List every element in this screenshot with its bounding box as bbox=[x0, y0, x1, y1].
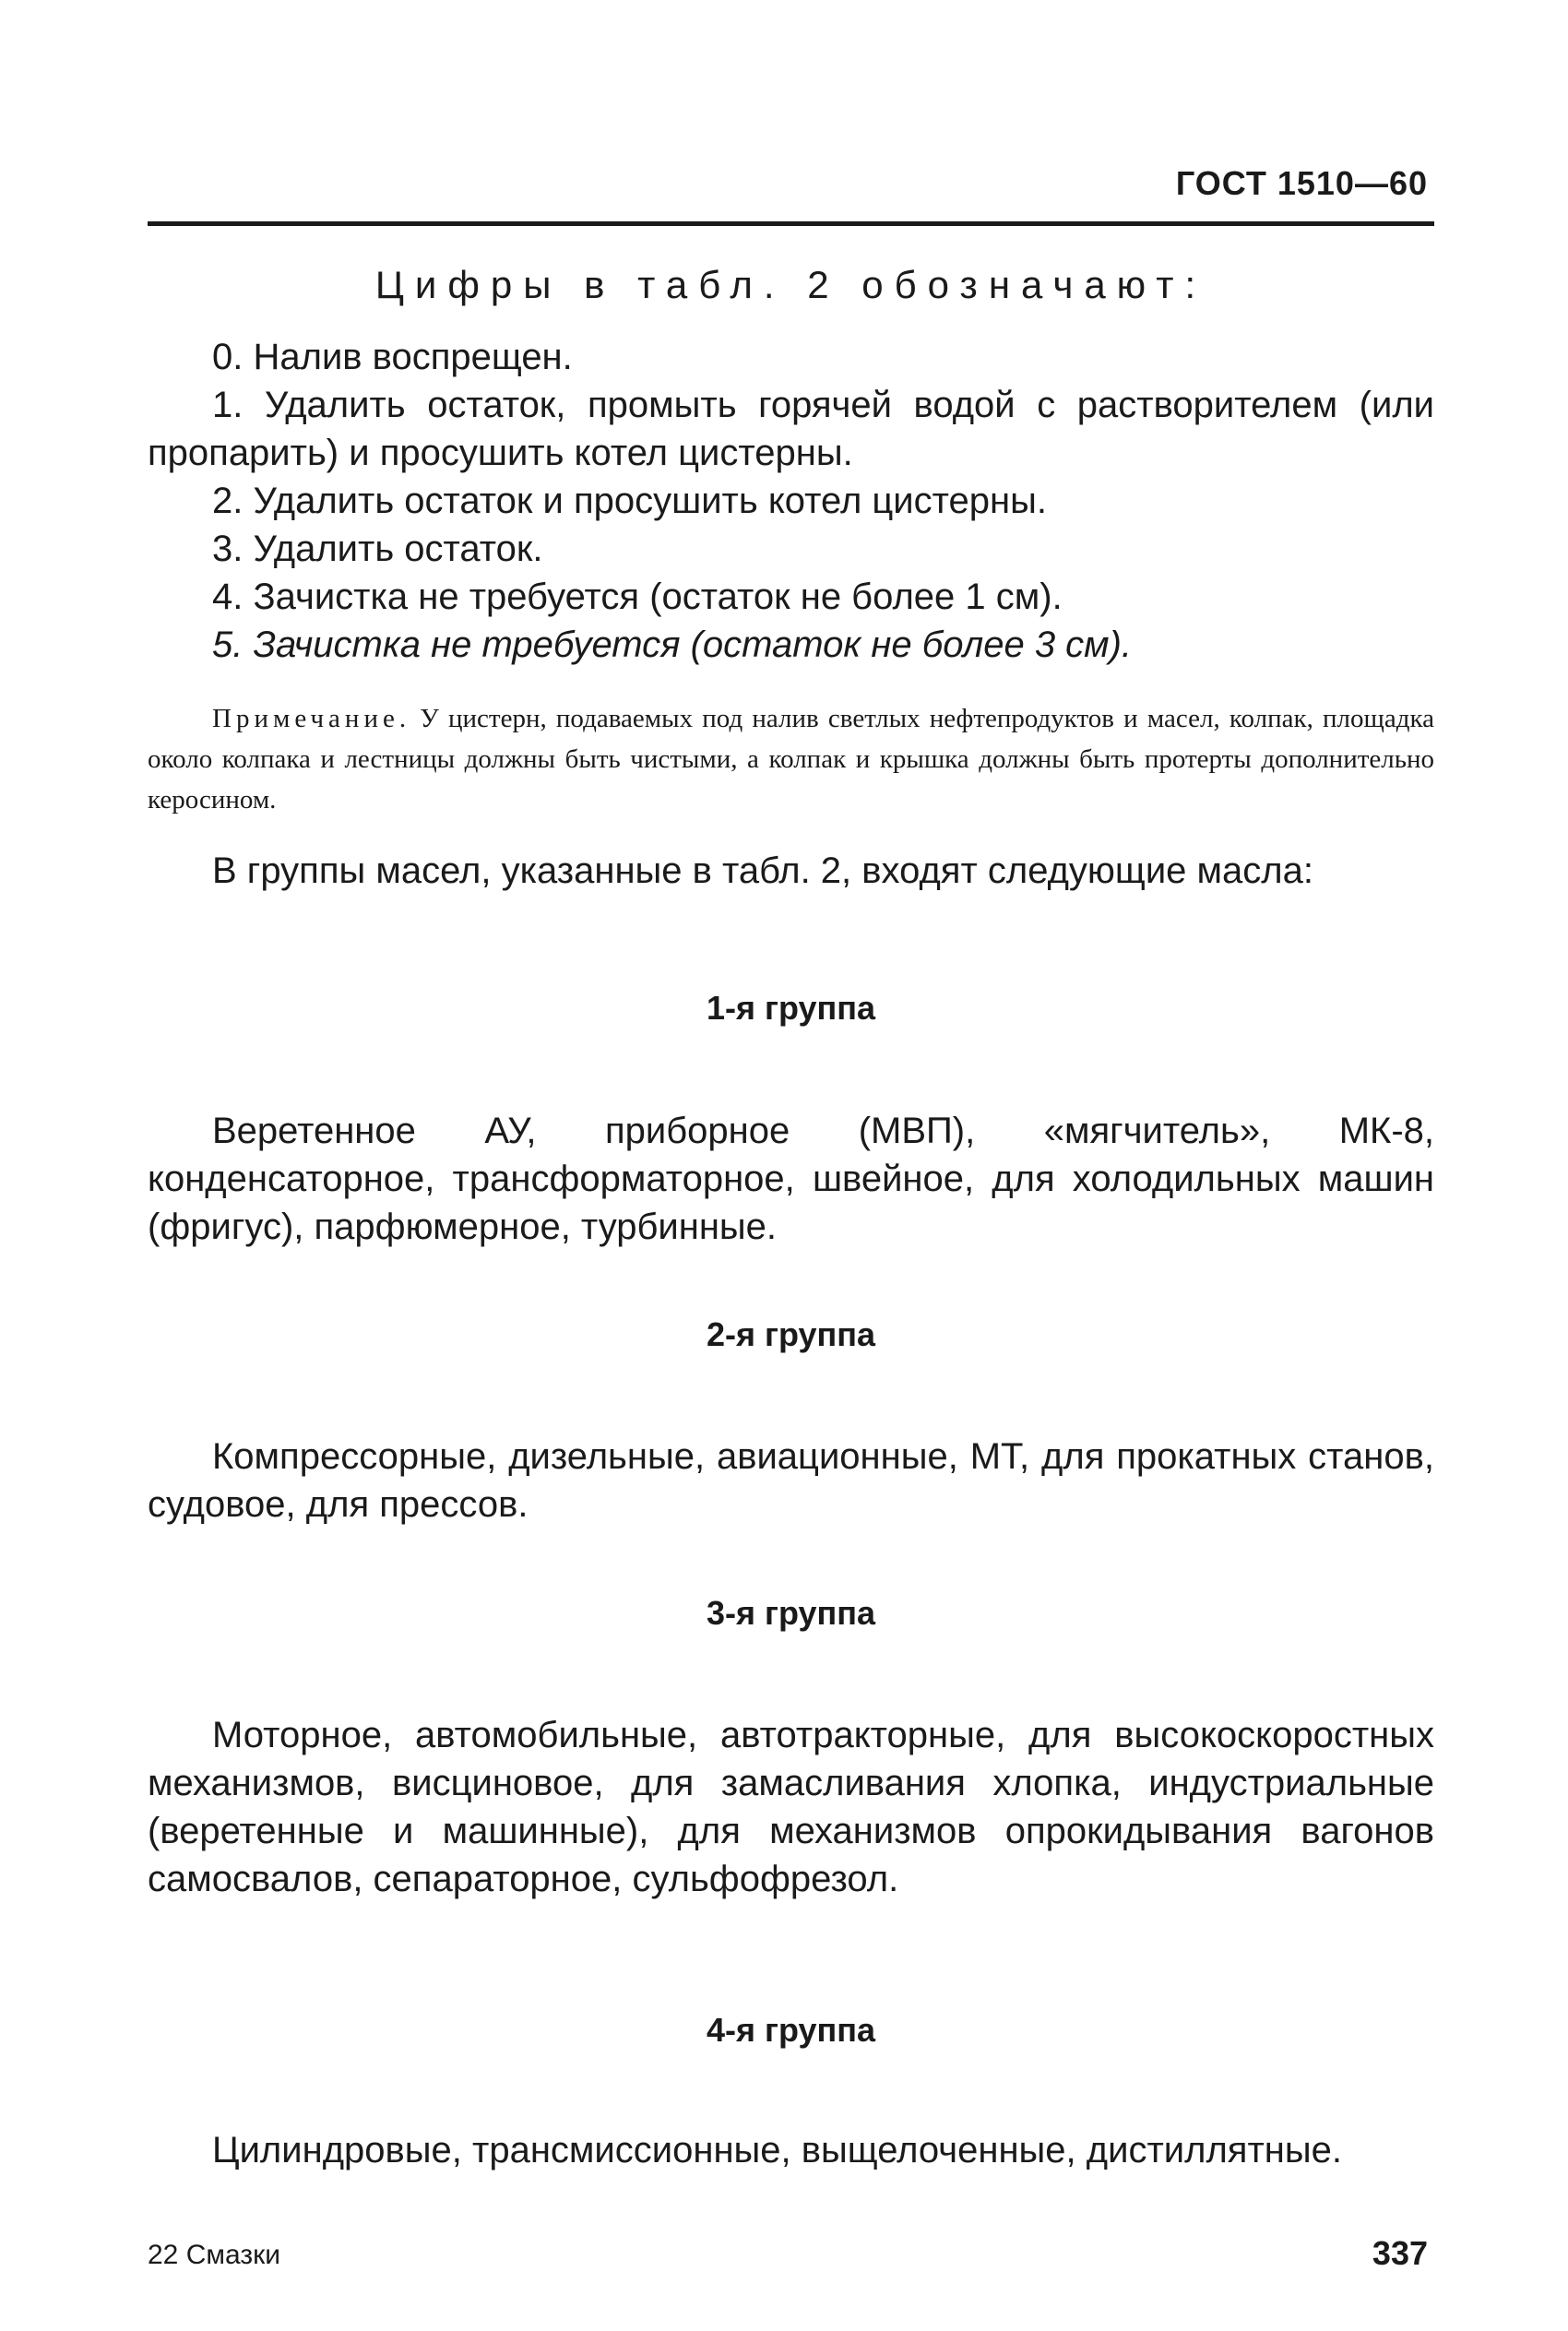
legend-item-2: 2. Удалить остаток и просушить котел цистерны. bbox=[212, 481, 1047, 521]
legend-item-4: 4. Зачистка не требуется (остаток не более 1 см). bbox=[212, 577, 1063, 617]
note-label: Примечание. bbox=[212, 704, 411, 733]
page-number: 337 bbox=[1372, 2234, 1428, 2272]
group-heading-2: 2-я группа bbox=[706, 1315, 876, 1353]
group-text-1: Веретенное АУ, приборное (МВП), «мягчитель», МК-8, конденсаторное, трансформаторное, швейное, для холодильных машин (фригус), парфюмерное, турбинные. bbox=[148, 1111, 1434, 1247]
standard-code: ГОСТ 1510—60 bbox=[1175, 164, 1428, 202]
group-heading-1: 1-я группа bbox=[706, 989, 876, 1027]
legend-title: Цифры в табл. 2 обозначают: bbox=[374, 263, 1207, 306]
header-rule bbox=[148, 221, 1434, 226]
legend-item-5: 5. Зачистка не требуется (остаток не более 3 см). bbox=[212, 624, 1133, 665]
note-text: У цистерн, подаваемых под налив светлых нефтепродуктов и масел, колпак, площадка около колпака и лестницы должны быть чистыми, а колпак и крышка должны быть протерты дополнительно керосином. bbox=[148, 704, 1434, 815]
groups-intro: В группы масел, указанные в табл. 2, входят следующие масла: bbox=[212, 850, 1313, 891]
note bbox=[148, 698, 1434, 820]
group-text-4: Цилиндровые, трансмиссионные, выщелоченные, дистиллятные. bbox=[212, 2130, 1342, 2170]
footer-signature: 22 Смазки bbox=[148, 2240, 280, 2270]
group-heading-4: 4-я группа bbox=[706, 2011, 876, 2049]
group-heading-3: 3-я группа bbox=[706, 1594, 876, 1632]
group-text-2: Компрессорные, дизельные, авиационные, МТ, для прокатных станов, судовое, для прессов. bbox=[148, 1436, 1434, 1525]
legend-item-3: 3. Удалить остаток. bbox=[212, 529, 543, 569]
legend-item-1: 1. Удалить остаток, промыть горячей водой с растворителем (или пропарить) и просушить котел цистерны. bbox=[148, 385, 1434, 473]
group-text-3: Моторное, автомобильные, автотракторные, для высокоскоростных механизмов, висциновое, для замасливания хлопка, индустриальные (веретенные и машинные), для механизмов опрокидывания вагонов самосвалов, сепараторное, сульфофрезол. bbox=[148, 1715, 1434, 1899]
legend-item-0: 0. Налив воспрещен. bbox=[212, 337, 573, 377]
